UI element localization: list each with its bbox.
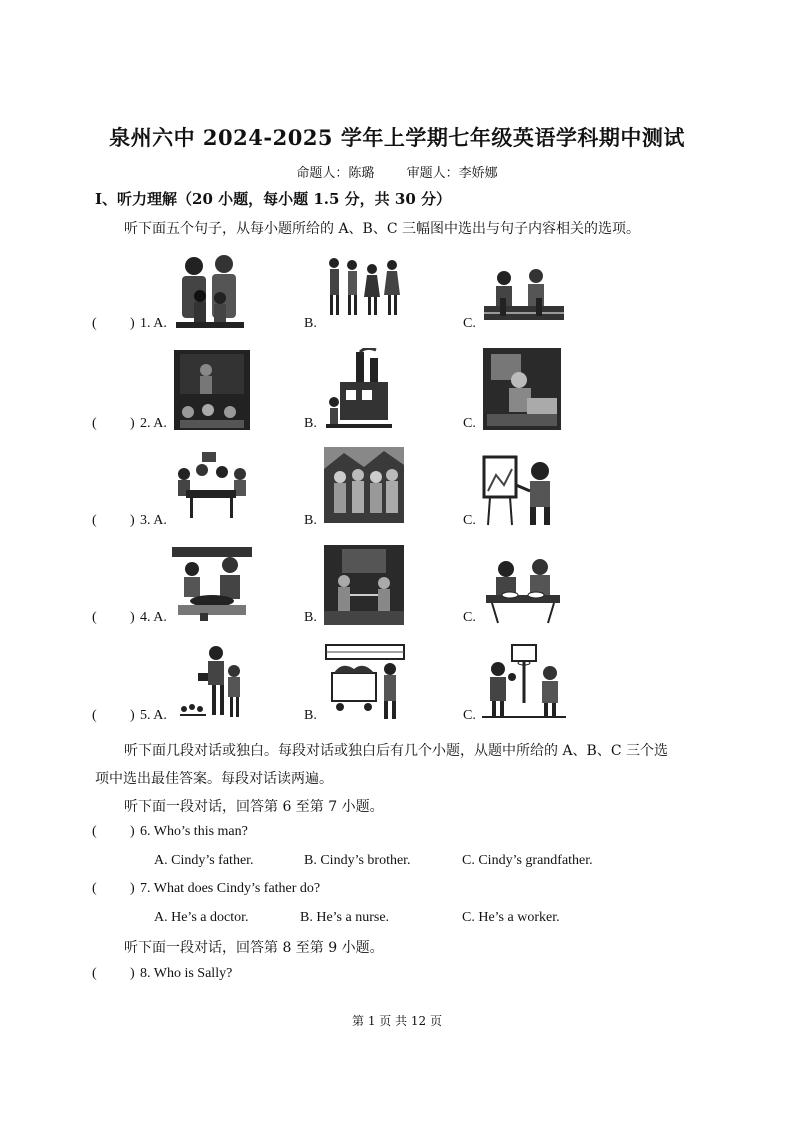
q5-paren-open: ( <box>92 708 97 723</box>
family-photo-image <box>174 252 246 330</box>
q8-question: 8. Who is Sally? <box>140 966 233 981</box>
q4-paren-open: ( <box>92 610 97 625</box>
q5-label: 5. A. <box>140 708 167 723</box>
q6-paren-open: ( <box>92 824 97 839</box>
q4-label: 4. A. <box>140 610 167 625</box>
q7-question: 7. What does Cindy’s father do? <box>140 881 321 896</box>
q6-paren-close: ) <box>130 824 135 839</box>
q7-option-c: C. He’s a worker. <box>462 910 560 925</box>
exam-title: 泉州六中 2024-2025 学年上学期七年级英语学科期中测试 <box>109 125 685 150</box>
q2-option-b: B. <box>304 416 317 431</box>
kids-breakfast-image <box>482 555 564 625</box>
q3-paren-open: ( <box>92 513 97 528</box>
q7-option-b: B. He’s a nurse. <box>300 910 390 925</box>
q3-option-c: C. <box>463 513 476 528</box>
q5-option-c: C. <box>463 708 476 723</box>
watering-plants-image <box>176 645 248 721</box>
group-outdoors-image <box>324 447 404 523</box>
q8-paren-close: ) <box>130 966 135 981</box>
q6-option-a: A. Cindy’s father. <box>154 853 254 868</box>
q1-paren-close: ) <box>130 316 135 331</box>
q3-option-b: B. <box>304 513 317 528</box>
q2-paren-close: ) <box>130 416 135 431</box>
dialog1-intro: 听下面一段对话，回答第 6 至第 7 小题。 <box>124 799 384 815</box>
q7-option-a: A. He’s a doctor. <box>154 910 249 925</box>
setter: 命题人：陈璐 <box>296 166 375 181</box>
q1-paren-open: ( <box>92 316 97 331</box>
q5-option-b: B. <box>304 708 317 723</box>
q2-paren-open: ( <box>92 416 97 431</box>
q8-paren-open: ( <box>92 966 97 981</box>
author-line <box>0 162 794 181</box>
family-dinner-image <box>172 450 250 522</box>
q3-paren-close: ) <box>130 513 135 528</box>
section-heading: Ⅰ、听力理解（20 小题，每小题 1.5 分，共 30 分） <box>95 190 451 208</box>
q7-paren-close: ) <box>130 881 135 896</box>
q6-option-b: B. Cindy’s brother. <box>304 853 411 868</box>
kids-on-wall-image <box>480 268 566 326</box>
factory-image <box>326 348 392 430</box>
dialog-instruction-line1: 听下面几段对话或独白。每段对话或独白后有几个小题，从题中所给的 A、B、C 三个选 <box>124 743 669 759</box>
q1-label: 1. A. <box>140 316 167 331</box>
dark-scene-image <box>324 545 404 625</box>
girl-painting-image <box>482 455 564 527</box>
classroom-image <box>174 350 250 430</box>
q3-label: 3. A. <box>140 513 167 528</box>
reviewer: 审题人：李娇娜 <box>406 166 498 181</box>
instruction: 听下面五个句子，从每小题所给的 A、B、C 三幅图中选出与句子内容相关的选项。 <box>124 221 641 237</box>
page-footer: 第 1 页 共 12 页 <box>352 1014 442 1028</box>
q6-option-c: C. Cindy’s grandfather. <box>462 853 593 868</box>
q4-option-b: B. <box>304 610 317 625</box>
q2-option-c: C. <box>463 416 476 431</box>
q2-label: 2. A. <box>140 416 167 431</box>
q6-question: 6. Who’s this man? <box>140 824 248 839</box>
office-worker-image <box>483 348 561 430</box>
kids-standing-image <box>322 255 404 321</box>
q1-option-b: B. <box>304 316 317 331</box>
q4-option-c: C. <box>463 610 476 625</box>
basketball-image <box>482 643 566 723</box>
q4-paren-close: ) <box>130 610 135 625</box>
dialog2-intro: 听下面一段对话，回答第 8 至第 9 小题。 <box>124 940 384 956</box>
kitchen-cooking-image <box>172 547 252 623</box>
q1-option-c: C. <box>463 316 476 331</box>
shopping-cart-image <box>324 643 406 723</box>
dialog-instruction-line2: 项中选出最佳答案。每段对话读两遍。 <box>95 771 333 787</box>
q5-paren-close: ) <box>130 708 135 723</box>
q7-paren-open: ( <box>92 881 97 896</box>
